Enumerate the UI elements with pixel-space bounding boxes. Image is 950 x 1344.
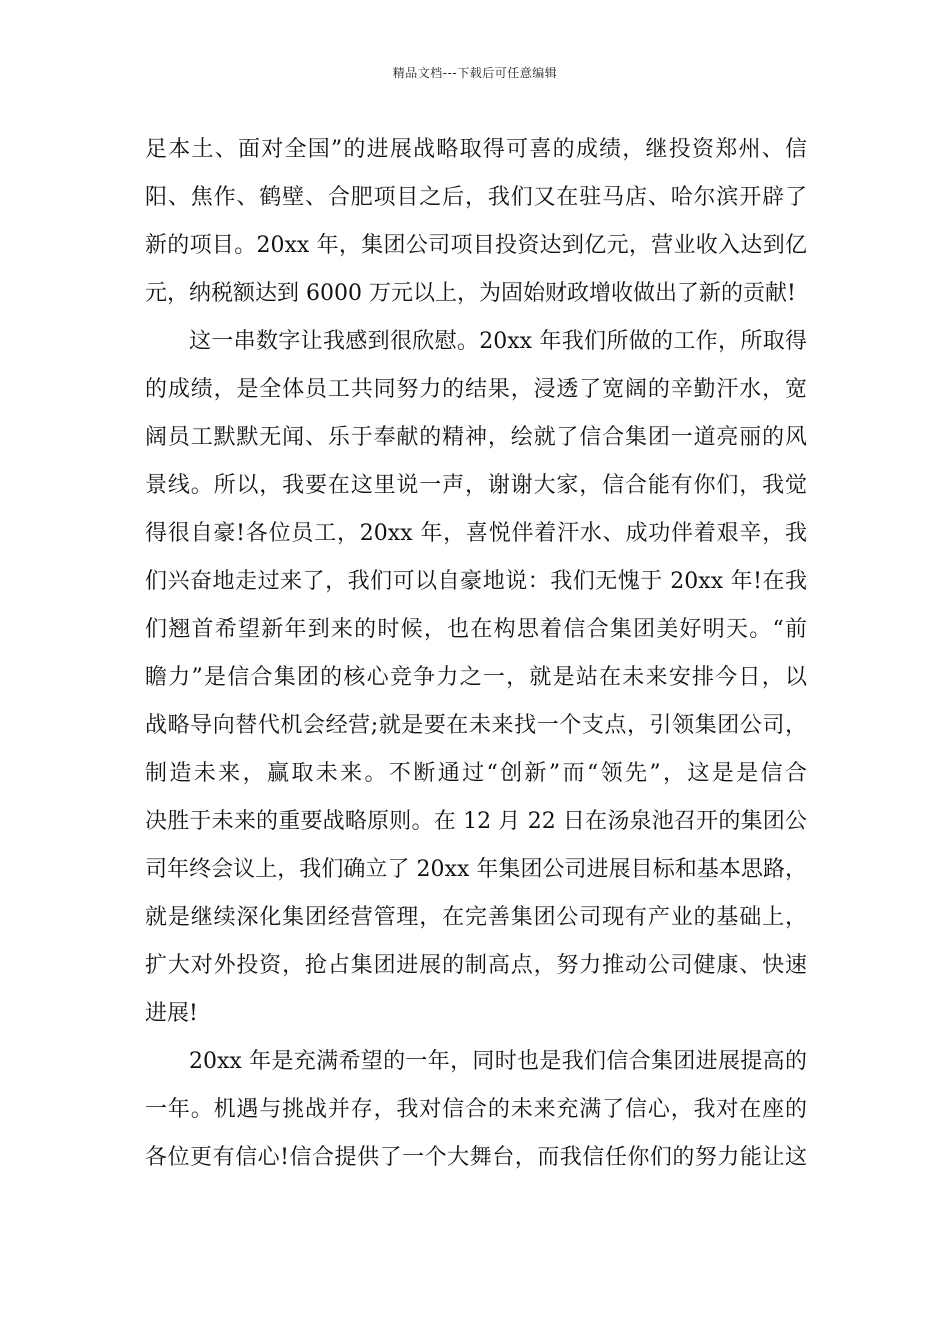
text-line: 20xx 年是充满希望的一年，同时也是我们信合集团进展提高的 <box>189 1049 807 1074</box>
text-line: 新的项目。20xx 年，集团公司项目投资达到亿元，营业收入达到亿 <box>145 233 807 258</box>
text-line: 决胜于未来的重要战略原则。在 12 月 22 日在汤泉池召开的集团公 <box>145 809 807 834</box>
text-line: 战略导向替代机会经营;就是要在未来找一个支点，引领集团公司， <box>145 713 807 738</box>
text-line: 元，纳税额达到 6000 万元以上，为固始财政增收做出了新的贡献! <box>145 281 796 306</box>
text-line: 制造未来，赢取未来。不断通过“创新”而“领先”，这是是信合 <box>145 761 807 786</box>
paragraph <box>145 318 807 1038</box>
text-line: 足本土、面对全国”的进展战略取得可喜的成绩，继投资郑州、信 <box>145 137 807 162</box>
text-line: 这一串数字让我感到很欣慰。20xx 年我们所做的工作，所取得 <box>189 329 807 354</box>
text-line: 阔员工默默无闻、乐于奉献的精神，绘就了信合集团一道亮丽的风 <box>145 425 807 450</box>
text-line: 们翘首希望新年到来的时候，也在构思着信合集团美好明天。“前 <box>145 617 807 642</box>
text-line: 就是继续深化集团经营管理，在完善集团公司现有产业的基础上， <box>145 905 807 930</box>
text-line: 景线。所以，我要在这里说一声，谢谢大家，信合能有你们，我觉 <box>145 473 807 498</box>
text-line: 阳、焦作、鹤壁、合肥项目之后，我们又在驻马店、哈尔滨开辟了 <box>145 185 807 210</box>
document-body <box>145 126 807 1182</box>
text-line: 一年。机遇与挑战并存，我对信合的未来充满了信心，我对在座的 <box>145 1097 807 1122</box>
text-line: 各位更有信心!信合提供了一个大舞台，而我信任你们的努力能让这 <box>145 1145 807 1170</box>
text-line: 扩大对外投资，抢占集团进展的制高点，努力推动公司健康、快速 <box>145 953 807 978</box>
text-line: 瞻力”是信合集团的核心竞争力之一，就是站在未来安排今日，以 <box>145 665 807 690</box>
text-line: 得很自豪!各位员工，20xx 年，喜悦伴着汗水、成功伴着艰辛，我 <box>145 521 807 546</box>
paragraph <box>145 126 807 318</box>
page-header: 精品文档---下载后可任意编辑 <box>392 66 558 80</box>
text-line: 进展! <box>145 1001 198 1026</box>
paragraph <box>145 1038 807 1182</box>
text-line: 的成绩，是全体员工共同努力的结果，浸透了宽阔的辛勤汗水，宽 <box>145 377 807 402</box>
text-line: 司年终会议上，我们确立了 20xx 年集团公司进展目标和基本思路， <box>145 857 807 882</box>
text-line: 们兴奋地走过来了，我们可以自豪地说：我们无愧于 20xx 年!在我 <box>145 569 807 594</box>
